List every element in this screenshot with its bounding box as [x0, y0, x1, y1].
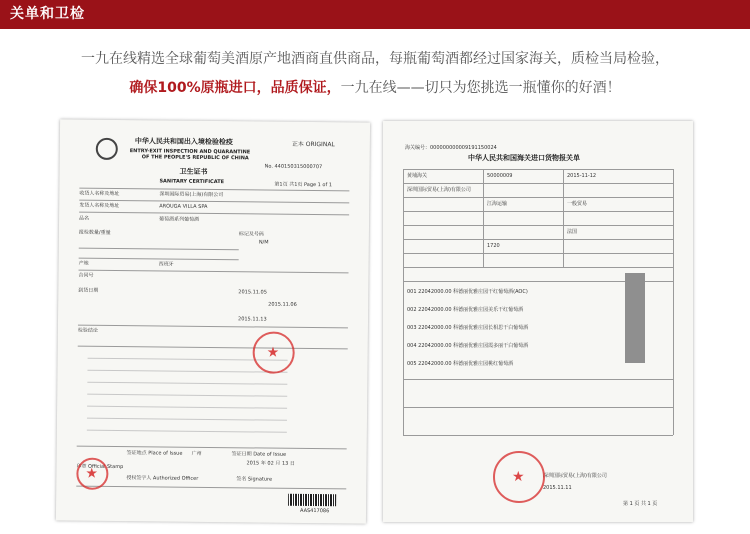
form-rule [79, 248, 239, 251]
consignor-label: 发货人名称及地址 [79, 202, 120, 210]
section-header-bar [0, 0, 750, 29]
original-label: 正本 ORIGINAL [291, 140, 335, 149]
origin-label: 产地 [78, 260, 89, 267]
origin-value: 西班牙 [158, 261, 174, 268]
transport-value: 江海运输 [487, 201, 508, 207]
declaration-page-number: 第 1 页 共 1 页 [623, 501, 658, 507]
form-rule [76, 486, 346, 490]
form-rule [403, 211, 673, 212]
marks-value: N/M [258, 239, 269, 246]
declaration-title: 中华人民共和国海关进口货物报关单 [468, 154, 580, 162]
form-rule [79, 212, 349, 216]
item-row: 004 22042000.00 科德丽优雅庄园霞多丽干白葡萄酒 [407, 343, 529, 349]
certificate-number: No. 440150315000707 [264, 163, 323, 171]
star-icon: ★ [512, 469, 525, 485]
barcode-icon [288, 494, 336, 507]
customs-seal-icon [493, 451, 545, 503]
form-rule [403, 267, 673, 268]
form-divider [483, 169, 484, 267]
item-row: 002 22042000.00 科德丽优雅庄园美乐干红葡萄酒 [407, 307, 524, 313]
form-rule [79, 270, 349, 274]
date-of-issue-value: 2015 年 02 月 13 日 [246, 460, 295, 467]
customs-declaration-document [383, 121, 693, 522]
sanitary-certificate-document [56, 119, 370, 523]
intro-line-1: 一九在线精选全球葡萄美酒原产地酒商直供商品，每瓶葡萄酒都经过国家海关，质检当局检验， [81, 51, 669, 67]
declaration-date-value: 2015.11.11 [543, 485, 572, 491]
pieces-value: 1720 [487, 243, 500, 249]
quality-guarantee-text: 确保100%原瓶进口，品质保证， [129, 80, 341, 96]
trade-mode-value: 一般贸易 [567, 201, 588, 207]
goods-value: 葡萄酒系列葡萄酒 [159, 216, 200, 223]
official-seal-icon [252, 331, 294, 373]
quantity-label: 报检数量/重量 [78, 229, 111, 236]
official-stamp-label: 印章 Official Stamp [76, 463, 124, 471]
star-icon: ★ [85, 465, 99, 482]
item-row: 001 22042000.00 科德丽优雅庄园干红葡萄酒(AOC) [407, 289, 528, 295]
customs-number: 海关编号：000000000009191150024 [405, 145, 497, 151]
conclusion-label: 检验结论 [77, 327, 98, 334]
date-arrival-label: 到货日期 [78, 287, 99, 294]
place-of-issue-value: 广州 [191, 450, 202, 457]
form-rule [403, 407, 673, 408]
table-row [87, 406, 287, 409]
import-date-value: 2015-11-12 [567, 173, 597, 179]
marks-label: 标记及号码 [238, 231, 264, 238]
form-border [403, 169, 404, 435]
certificate-authority-en-1: ENTRY-EXIT INSPECTION AND QUARANTINE [129, 148, 251, 156]
form-rule [403, 183, 673, 184]
form-rule [403, 253, 673, 254]
form-rule [79, 258, 239, 261]
form-rule [403, 225, 673, 226]
form-rule [79, 200, 349, 204]
form-rule [403, 379, 673, 380]
star-icon: ★ [266, 344, 280, 361]
certificate-page-number: 第1页 共1页 Page 1 of 1 [274, 181, 333, 189]
table-row [87, 418, 287, 421]
country-value: 法国 [567, 229, 578, 235]
form-rule [403, 197, 673, 198]
table-row [87, 382, 287, 385]
certificate-authority-cn: 中华人民共和国出入境检验检疫 [134, 137, 233, 147]
official-seal-icon [76, 458, 108, 490]
authorized-officer-label: 授权签字人 Authorized Officer [126, 475, 199, 482]
certificate-title-cn: 卫生证书 [179, 167, 208, 176]
declarant-unit-value: 深圳国际贸易(上海)有限公司 [543, 473, 607, 479]
section-title: 关单和卫检 [10, 6, 85, 22]
inspection-date-value: 2015.11.13 [237, 316, 267, 323]
contract-label: 合同号 [78, 272, 94, 279]
record-number-value: 50000009 [487, 173, 513, 179]
table-row [87, 394, 287, 397]
import-port-value: 黄埔海关 [407, 173, 428, 179]
table-row [87, 430, 287, 433]
consignor-value: AROUGA VILLA SPA [159, 203, 208, 210]
item-row: 005 22042000.00 科德丽优雅庄园桃红葡萄酒 [407, 361, 514, 367]
date-arrival-value: 2015.11.05 [238, 289, 267, 296]
form-rule [79, 188, 349, 192]
form-border [673, 169, 674, 435]
certificate-authority-en-2: OF THE PEOPLE'S REPUBLIC OF CHINA [141, 154, 249, 162]
form-rule [403, 169, 673, 170]
form-rule [403, 435, 673, 436]
form-rule [403, 239, 673, 240]
date-of-issue-label: 签证日期 Date of Issue [231, 451, 287, 458]
signature-label: 签名 Signature [236, 476, 273, 483]
form-rule [77, 446, 347, 450]
certificate-title-en: SANITARY CERTIFICATE [159, 178, 225, 186]
form-divider [563, 169, 564, 267]
company-value: 深圳国际贸易(上海)有限公司 [407, 187, 471, 193]
consignee-value: 深圳国际贸易(上海)有限公司 [159, 191, 224, 199]
intro-line-2 [0, 77, 750, 99]
serial-number: AAS417086 [299, 507, 330, 515]
place-of-issue-label: 签证地点 Place of Issue [126, 450, 183, 457]
form-rule [78, 325, 348, 329]
date-completion-value: 2015.11.06 [268, 301, 297, 308]
consignee-label: 收货人名称及地址 [79, 190, 120, 198]
item-row: 003 22042000.00 科德丽优雅庄园长相思干白葡萄酒 [407, 325, 529, 331]
goods-label: 品名 [79, 215, 90, 222]
redacted-block [625, 273, 645, 363]
table-row [87, 370, 287, 373]
intro-line-2-rest: 一九在线——切只为您挑选一瓶懂你的好酒！ [340, 80, 621, 96]
table-header-rule [78, 346, 348, 350]
ciq-emblem-icon [96, 138, 118, 160]
